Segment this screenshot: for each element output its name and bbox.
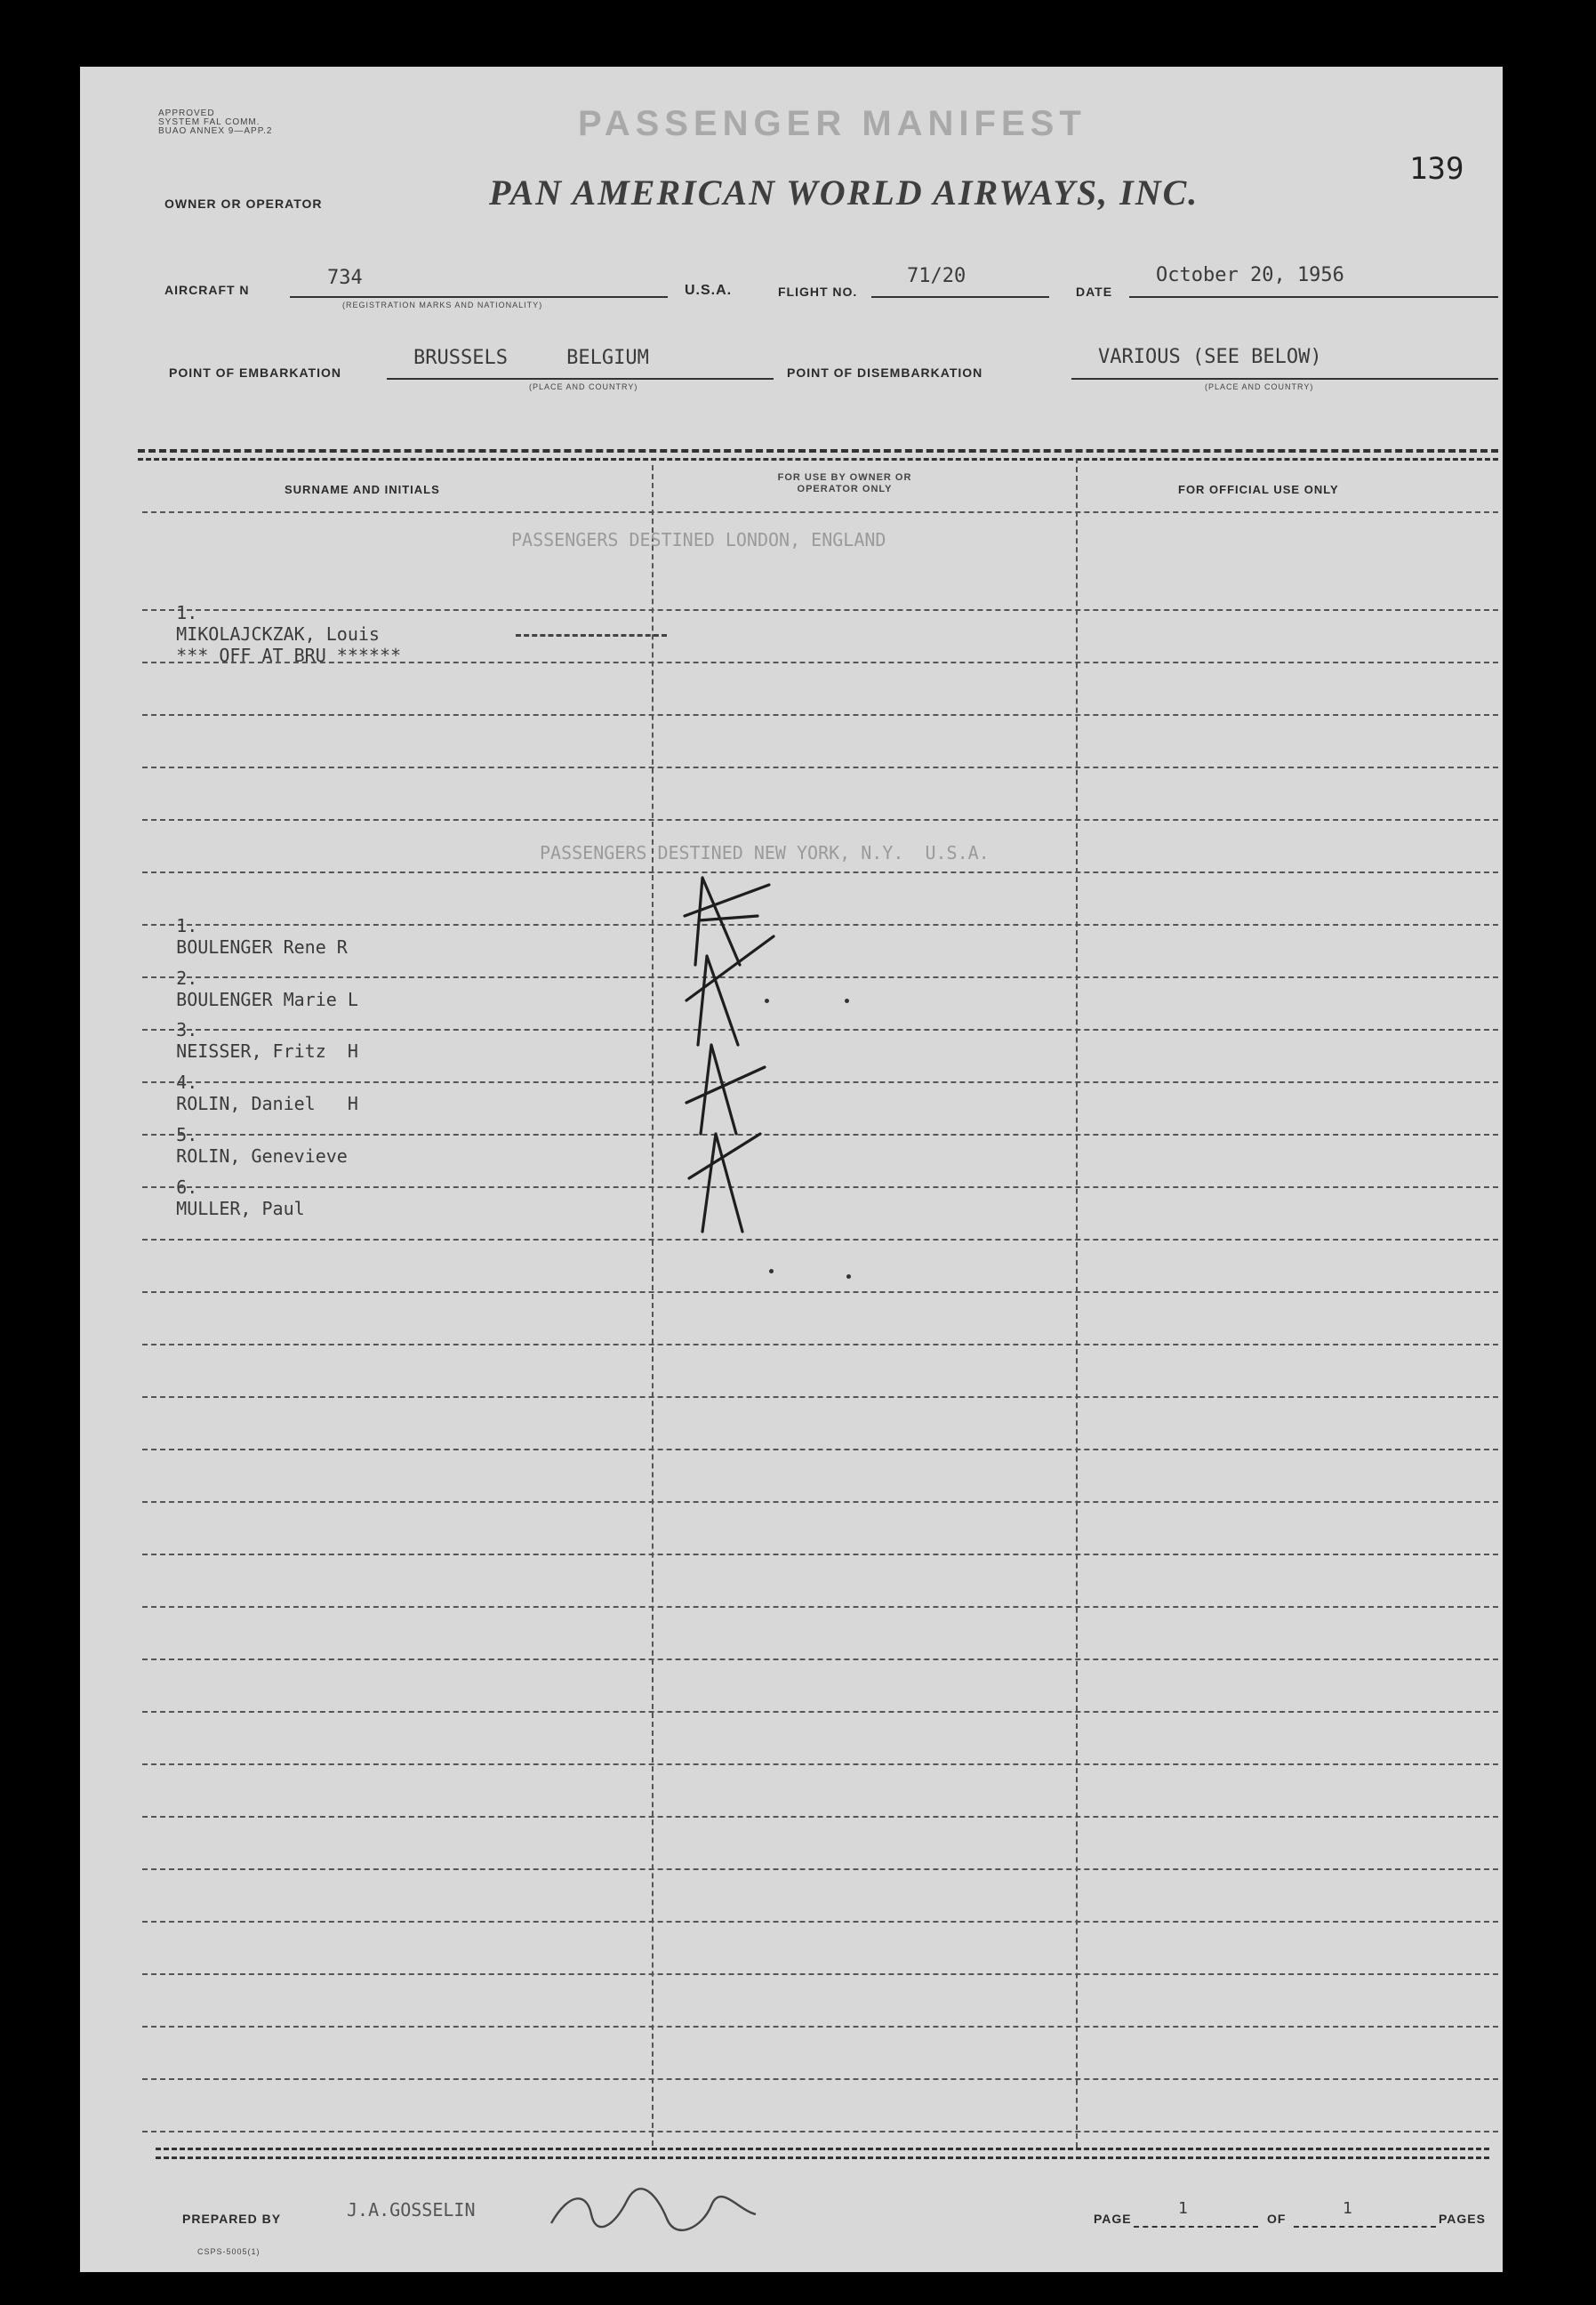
row-rule bbox=[142, 1816, 1498, 1818]
approval-line-3: BUAO ANNEX 9—APP.2 bbox=[158, 126, 273, 136]
aircraft-nationality: U.S.A. bbox=[685, 283, 733, 298]
row-rule bbox=[142, 1501, 1498, 1503]
row-rule bbox=[142, 714, 1498, 716]
page-number: 1 bbox=[1178, 2199, 1188, 2218]
page-label: PAGE bbox=[1094, 2212, 1132, 2226]
passenger-name: NEISSER, Fritz H bbox=[176, 1040, 358, 1062]
row-rule bbox=[142, 767, 1498, 768]
disembarkation-label: POINT OF DISEMBARKATION bbox=[787, 365, 983, 380]
approval-line-1: APPROVED bbox=[158, 108, 215, 118]
passenger-number: 1. bbox=[176, 602, 198, 623]
date-label: DATE bbox=[1076, 285, 1113, 299]
passenger-row bbox=[133, 1155, 305, 1241]
passenger-number: 4. bbox=[176, 1072, 198, 1093]
prepared-by-value: J.A.GOSSELIN bbox=[347, 2199, 476, 2221]
embarkation-label: POINT OF EMBARKATION bbox=[169, 365, 341, 380]
passenger-number: 1. bbox=[176, 915, 198, 936]
row-rule bbox=[142, 1606, 1498, 1608]
passenger-number: 5. bbox=[176, 1124, 198, 1145]
passenger-name: MULLER, Paul bbox=[176, 1198, 305, 1219]
stray-dot bbox=[765, 999, 769, 1003]
col-header-official: FOR OFFICIAL USE ONLY bbox=[1178, 483, 1339, 496]
page-total: 1 bbox=[1343, 2199, 1352, 2218]
aircraft-label: AIRCRAFT N bbox=[164, 283, 250, 297]
approval-stamp bbox=[158, 109, 272, 136]
flight-label: FLIGHT NO. bbox=[778, 285, 858, 299]
row-rule bbox=[142, 511, 1498, 513]
row-rule bbox=[142, 1868, 1498, 1870]
aircraft-sublabel: (REGISTRATION MARKS AND NATIONALITY) bbox=[342, 301, 543, 309]
passenger-number: 6. bbox=[176, 1177, 198, 1198]
row-rule bbox=[142, 1449, 1498, 1450]
passenger-name: BOULENGER Marie L bbox=[176, 989, 358, 1010]
section-heading-london: PASSENGERS DESTINED LONDON, ENGLAND bbox=[511, 529, 886, 550]
row-rule bbox=[142, 1921, 1498, 1923]
row-rule bbox=[142, 1711, 1498, 1713]
approval-line-2: SYSTEM FAL COMM. bbox=[158, 117, 261, 127]
row-rule bbox=[142, 1973, 1498, 1975]
owner-operator-label: OWNER OR OPERATOR bbox=[164, 197, 323, 211]
disembarkation-sublabel: (PLACE AND COUNTRY) bbox=[1205, 382, 1314, 391]
page-stamp: 139 bbox=[1409, 151, 1464, 187]
disembarkation-value: VARIOUS (SEE BELOW) bbox=[1098, 346, 1322, 368]
date-value: October 20, 1956 bbox=[1156, 264, 1344, 286]
passenger-note: *** OFF AT BRU ****** bbox=[176, 645, 402, 666]
passenger-name: BOULENGER Rene R bbox=[176, 936, 348, 958]
of-label: OF bbox=[1267, 2212, 1287, 2226]
flight-value: 71/20 bbox=[907, 265, 966, 287]
row-rule bbox=[142, 2078, 1498, 2080]
row-rule bbox=[142, 1658, 1498, 1660]
stray-dot bbox=[846, 1274, 851, 1279]
row-rule bbox=[142, 1396, 1498, 1398]
operator-name: PAN AMERICAN WORLD AIRWAYS, INC. bbox=[489, 173, 1199, 213]
handwritten-check-marks bbox=[614, 867, 845, 1276]
stray-dot bbox=[769, 1269, 774, 1273]
col-header-owner-use: FOR USE BY OWNER OR OPERATOR ONLY bbox=[777, 472, 912, 494]
prepared-by-label: PREPARED BY bbox=[182, 2212, 282, 2226]
row-rule bbox=[142, 1344, 1498, 1345]
passenger-name: MIKOLAJCKZAK, Louis bbox=[176, 623, 380, 645]
col-header-surname: SURNAME AND INITIALS bbox=[285, 483, 440, 496]
passenger-number: 2. bbox=[176, 968, 198, 989]
row-rule bbox=[142, 2131, 1498, 2132]
row-rule bbox=[142, 1554, 1498, 1555]
row-rule bbox=[142, 819, 1498, 821]
passenger-name: ROLIN, Genevieve bbox=[176, 1145, 348, 1167]
row-rule bbox=[142, 1763, 1498, 1765]
embarkation-value: BRUSSELS BELGIUM bbox=[413, 347, 649, 369]
passenger-number: 3. bbox=[176, 1019, 198, 1040]
embarkation-sublabel: (PLACE AND COUNTRY) bbox=[529, 382, 638, 391]
form-number: CSPS-5005(1) bbox=[197, 2247, 261, 2256]
stray-dot bbox=[845, 999, 849, 1003]
signature bbox=[542, 2183, 774, 2237]
passenger-row bbox=[133, 581, 401, 687]
manifest-sheet bbox=[80, 67, 1503, 2272]
passenger-name: ROLIN, Daniel H bbox=[176, 1093, 358, 1114]
row-rule bbox=[142, 1291, 1498, 1293]
row-rule bbox=[142, 2026, 1498, 2028]
pages-label: PAGES bbox=[1439, 2212, 1486, 2226]
section-heading-new-york: PASSENGERS DESTINED NEW YORK, N.Y. U.S.A. bbox=[540, 842, 990, 863]
aircraft-value: 734 bbox=[327, 267, 363, 289]
form-title: PASSENGER MANIFEST bbox=[578, 104, 1087, 143]
